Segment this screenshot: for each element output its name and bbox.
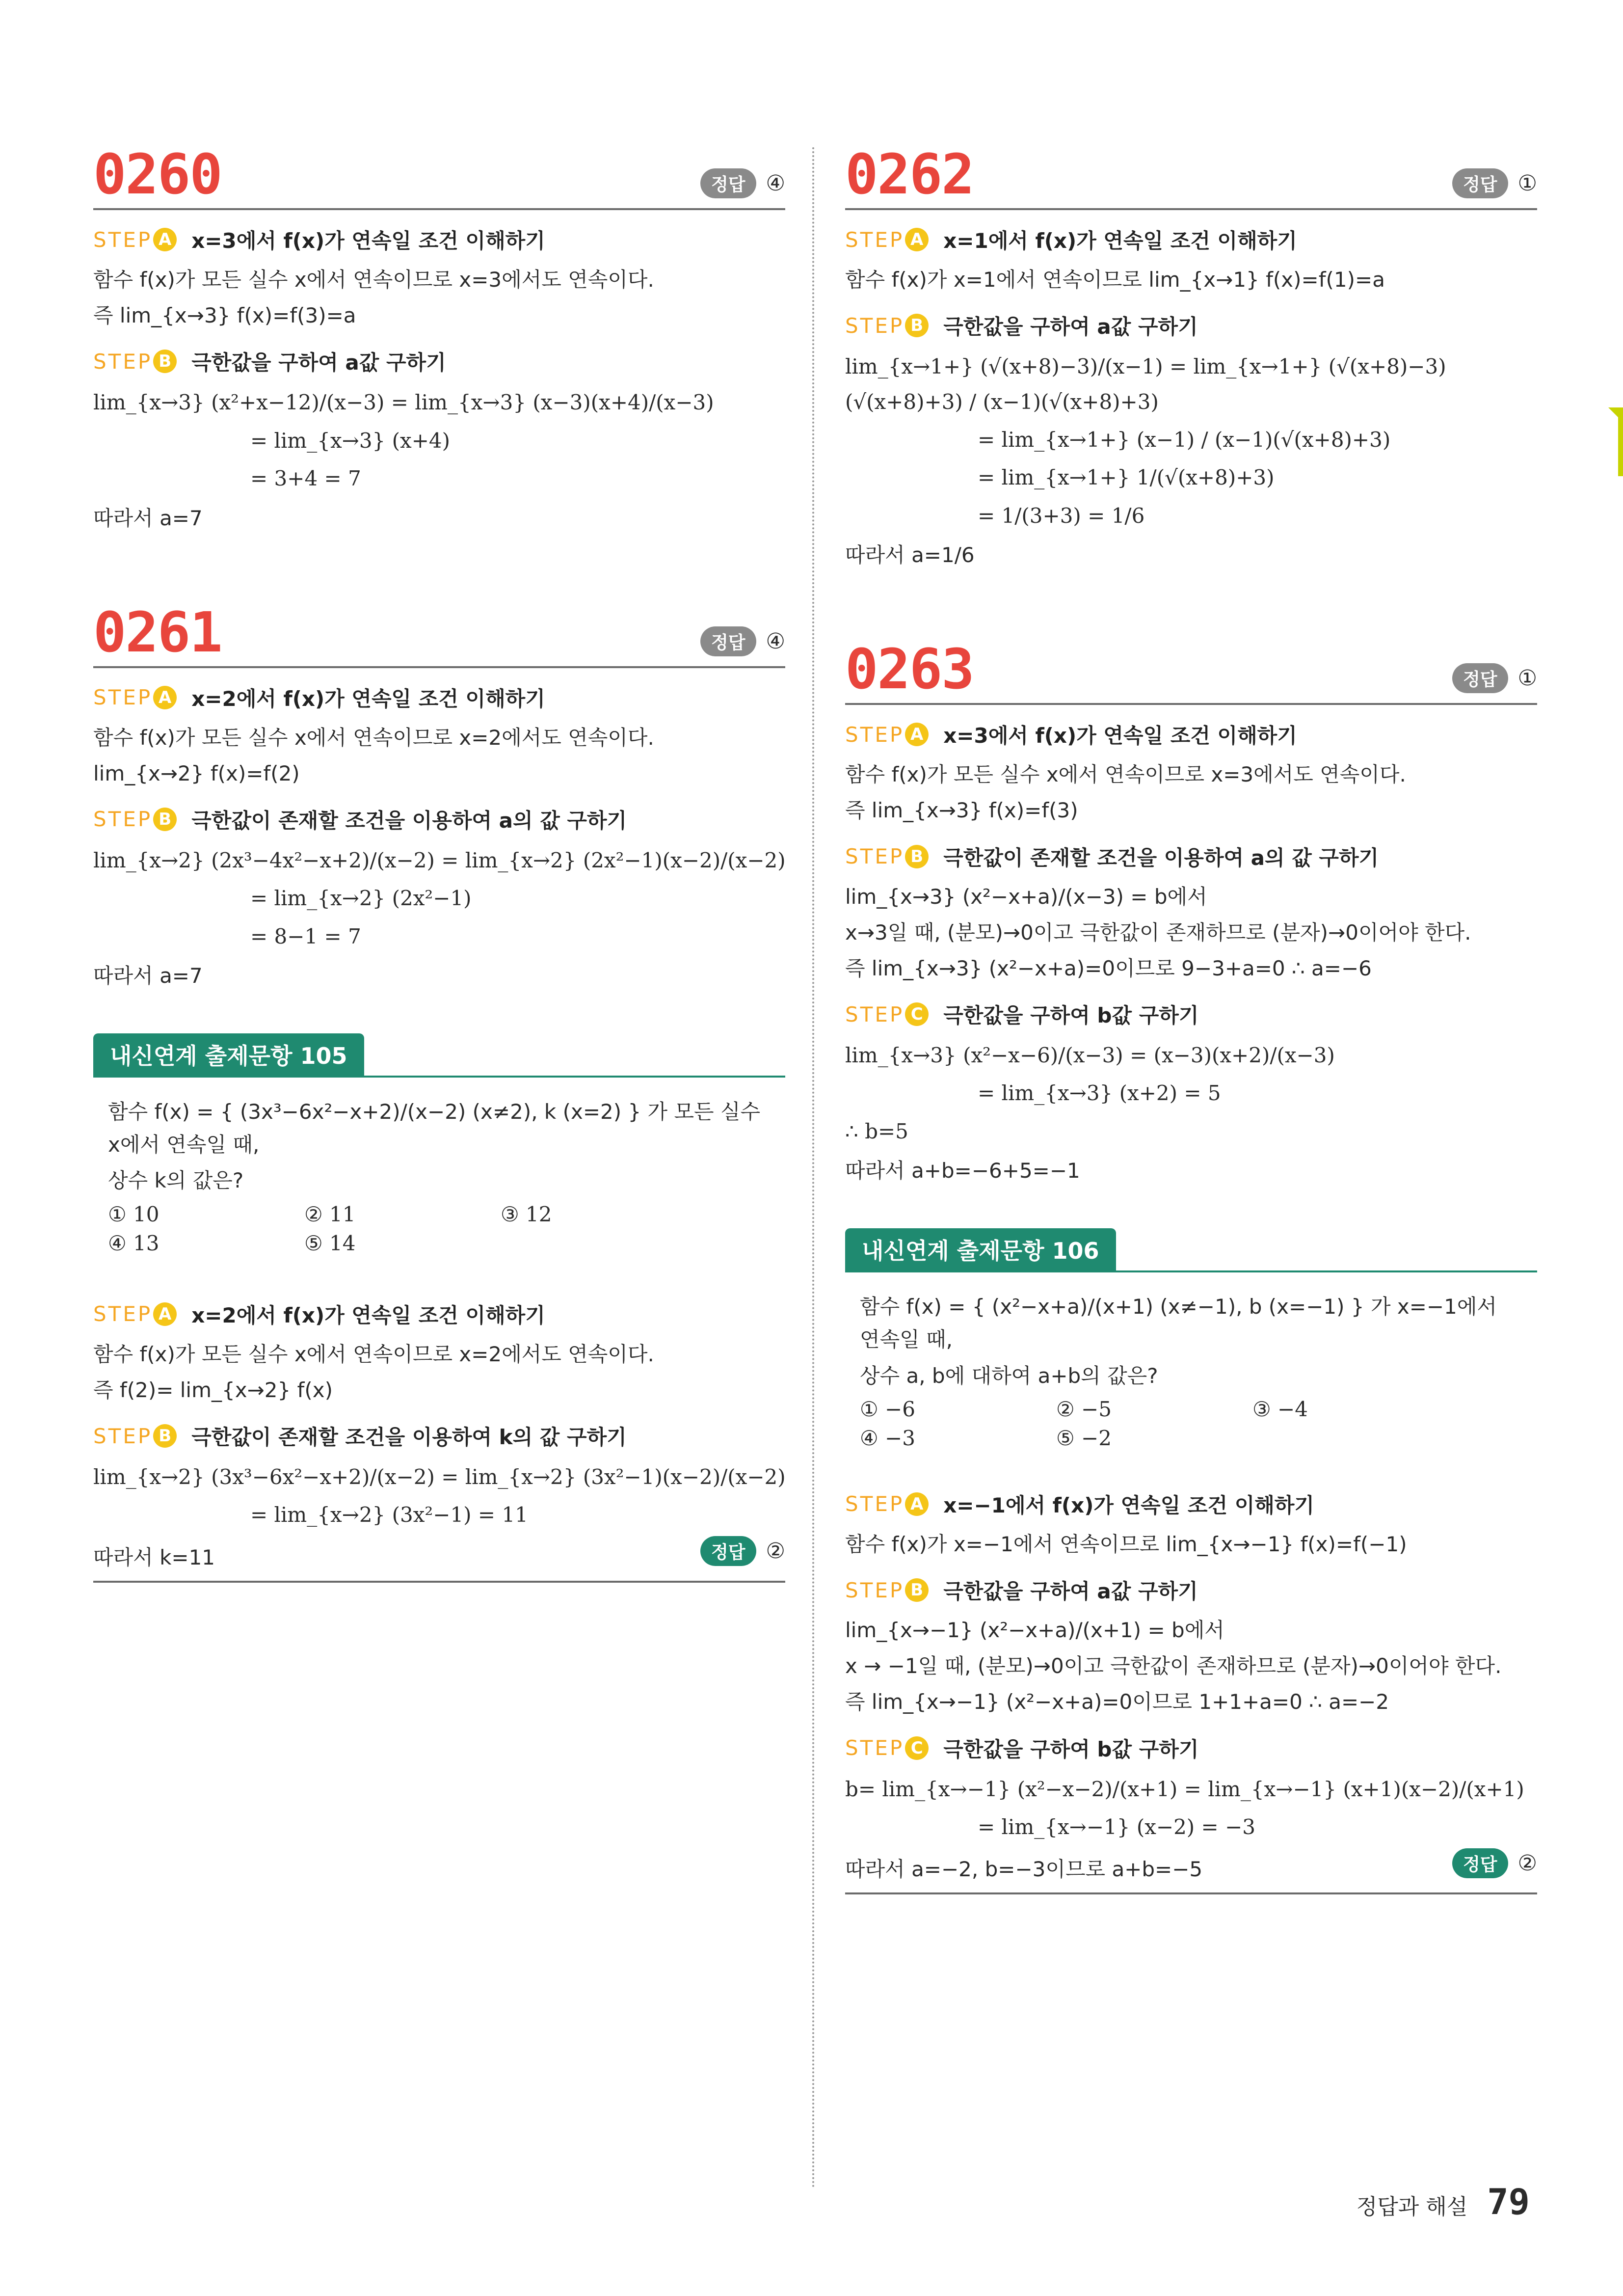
- text-line: 함수 f(x)가 x=1에서 연속이므로 lim_{x→1} f(x)=f(1)=a: [845, 268, 1385, 292]
- step-letter-icon: B: [905, 314, 929, 337]
- answer-badge: 정답: [1452, 168, 1508, 198]
- choice[interactable]: ④ −3: [860, 1426, 915, 1450]
- naesin-header: [93, 1033, 785, 1078]
- math-line: = lim_{x→−1} (x−2) = −3: [978, 1814, 1255, 1839]
- step-letter-icon: A: [153, 228, 177, 251]
- step-word: STEP: [845, 313, 905, 338]
- step-title: 극한값이 존재할 조건을 이용하여 a의 값 구하기: [943, 845, 1379, 870]
- step-title: 극한값을 구하여 b값 구하기: [943, 1737, 1199, 1761]
- final-answer-line: 따라서 a=−2, b=−3이므로 a+b=−5: [845, 1857, 1203, 1882]
- problem-header: [93, 143, 785, 210]
- section-end-rule: [93, 1581, 785, 1583]
- step-b: [93, 347, 785, 376]
- choice[interactable]: ③ −4: [1252, 1397, 1308, 1421]
- step-word: STEP: [845, 722, 905, 747]
- step-letter-icon: B: [905, 845, 929, 868]
- math-line: = 3+4 = 7: [250, 466, 361, 491]
- question-stem: 함수 f(x) = { (3x³−6x²−x+2)/(x−2) (x≠2), k (x=2) } 가 모든 실수 x에서 연속일 때,: [108, 1100, 761, 1157]
- step-c: [845, 1733, 1537, 1763]
- naesin-105: [93, 1033, 785, 1583]
- step-b: [845, 1575, 1537, 1605]
- answer: [1452, 663, 1537, 693]
- step-b: [845, 842, 1537, 871]
- math-line: = lim_{x→1+} (x−1) / (x−1)(√(x+8)+3): [978, 427, 1391, 452]
- section-end-rule: [845, 1892, 1537, 1894]
- step-title: x=2에서 f(x)가 연속일 조건 이해하기: [191, 1303, 545, 1327]
- problem-number: 0261: [93, 600, 222, 665]
- final-answer-line: 따라서 a+b=−6+5=−1: [845, 1159, 1080, 1183]
- step-letter-icon: B: [905, 1578, 929, 1602]
- problem-0260: [93, 143, 785, 532]
- step-title: x=3에서 f(x)가 연속일 조건 이해하기: [943, 724, 1297, 748]
- naesin-106: [845, 1228, 1537, 1894]
- step-title: x=1에서 f(x)가 연속일 조건 이해하기: [943, 229, 1297, 253]
- step-word: STEP: [93, 227, 153, 252]
- choices: [860, 1397, 1522, 1450]
- choice[interactable]: ④ 13: [108, 1231, 160, 1255]
- answer: [700, 626, 785, 656]
- text-line: 즉 lim_{x→−1} (x²−x+a)=0이므로 1+1+a=0 ∴ a=−2: [845, 1690, 1389, 1714]
- text-line: 즉 lim_{x→3} f(x)=f(3)=a: [93, 303, 356, 328]
- step-word: STEP: [93, 1302, 153, 1326]
- step-letter-icon: A: [153, 1302, 177, 1326]
- final-row: [845, 1847, 1537, 1883]
- step-word: STEP: [845, 1492, 905, 1516]
- answer: [1452, 1848, 1537, 1878]
- answer-badge: 정답: [700, 168, 756, 198]
- answer-badge: 정답: [1452, 663, 1508, 693]
- naesin-question: [93, 1078, 785, 1260]
- math-line: = 8−1 = 7: [250, 924, 361, 948]
- answer-value: ①: [1517, 171, 1537, 196]
- step-a: [845, 720, 1537, 749]
- final-row: [93, 1536, 785, 1571]
- problem-number: 0263: [845, 638, 974, 702]
- step-a: [93, 683, 785, 712]
- text-line: lim_{x→3} (x²−x+a)/(x−3) = b에서: [845, 884, 1207, 909]
- answer: [1452, 168, 1537, 198]
- choice[interactable]: ① −6: [860, 1397, 915, 1421]
- final-answer-line: 따라서 a=7: [93, 506, 203, 530]
- step-a: [93, 225, 785, 254]
- step-word: STEP: [845, 844, 905, 869]
- step-b: [93, 1421, 785, 1451]
- naesin-tag: 내신연계 출제문항 106: [845, 1228, 1116, 1270]
- text-line: 함수 f(x)가 모든 실수 x에서 연속이므로 x=3에서도 연속이다.: [93, 268, 654, 292]
- math-line: = lim_{x→2} (2x²−1): [250, 886, 472, 911]
- final-answer-line: 따라서 a=1/6: [845, 543, 975, 567]
- step-word: STEP: [845, 227, 905, 252]
- answer-value: ①: [1517, 666, 1537, 691]
- step-word: STEP: [93, 807, 153, 832]
- step-word: STEP: [93, 349, 153, 374]
- step-word: STEP: [93, 1424, 153, 1448]
- problem-0261: [93, 600, 786, 990]
- answer-value: ④: [766, 171, 785, 196]
- math-line: ∴ b=5: [845, 1119, 908, 1143]
- step-letter-icon: B: [153, 350, 177, 373]
- step-title: 극한값을 구하여 a값 구하기: [943, 1579, 1198, 1603]
- step-title: 극한값을 구하여 a값 구하기: [943, 315, 1198, 339]
- problem-0263: [845, 638, 1537, 1184]
- step-word: STEP: [93, 685, 153, 710]
- step-letter-icon: C: [905, 1002, 929, 1026]
- math-line: = lim_{x→1+} 1/(√(x+8)+3): [978, 465, 1275, 490]
- choice[interactable]: ③ 12: [501, 1202, 552, 1226]
- final-answer-line: 따라서 a=7: [93, 964, 203, 988]
- answer-value: ②: [766, 1539, 785, 1564]
- step-letter-icon: A: [905, 723, 929, 746]
- footer-label: 정답과 해설: [1356, 2194, 1468, 2219]
- text-line: x → −1일 때, (분모)→0이고 극한값이 존재하므로 (분자)→0이어야 한다.: [845, 1654, 1502, 1678]
- step-a: [93, 1299, 785, 1329]
- step-word: STEP: [845, 1578, 905, 1602]
- math-line: lim_{x→2} (3x³−6x²−x+2)/(x−2) = lim_{x→2} (3x²−1)(x−2)/(x−2): [93, 1465, 786, 1489]
- answer-value: ④: [766, 628, 785, 654]
- right-column: [845, 143, 1537, 1894]
- math-line: lim_{x→1+} (√(x+8)−3)/(x−1) = lim_{x→1+} (√(x+8)−3)(√(x+8)+3) / (x−1)(√(x+8)+3): [845, 354, 1446, 414]
- answer-badge: 정답: [700, 1536, 756, 1566]
- step-b: [93, 805, 785, 834]
- step-b: [845, 311, 1537, 340]
- naesin-question: [845, 1272, 1537, 1455]
- answer: [700, 1536, 785, 1566]
- naesin-tag: 내신연계 출제문항 105: [93, 1033, 364, 1076]
- math-line: lim_{x→3} (x²−x−6)/(x−3) = (x−3)(x+2)/(x−3): [845, 1043, 1335, 1068]
- step-title: 극한값이 존재할 조건을 이용하여 k의 값 구하기: [191, 1425, 627, 1450]
- choice[interactable]: ① 10: [108, 1202, 160, 1226]
- page-number: 79: [1487, 2181, 1530, 2222]
- problem-number: 0260: [93, 143, 222, 207]
- text-line: lim_{x→2} f(x)=f(2): [93, 761, 300, 785]
- step-title: x=−1에서 f(x)가 연속일 조건 이해하기: [943, 1493, 1314, 1517]
- step-letter-icon: B: [153, 808, 177, 831]
- math-line: lim_{x→2} (2x³−4x²−x+2)/(x−2) = lim_{x→2} (2x²−1)(x−2)/(x−2): [93, 848, 786, 872]
- text-line: 함수 f(x)가 모든 실수 x에서 연속이므로 x=2에서도 연속이다.: [93, 725, 654, 750]
- choices: [108, 1202, 771, 1255]
- step-title: 극한값이 존재할 조건을 이용하여 a의 값 구하기: [191, 808, 627, 833]
- answer: [700, 168, 785, 198]
- text-line: 즉 lim_{x→3} (x²−x+a)=0이므로 9−3+a=0 ∴ a=−6: [845, 956, 1372, 980]
- math-line: = lim_{x→3} (x+2) = 5: [978, 1081, 1221, 1106]
- text-line: lim_{x→−1} (x²−x+a)/(x+1) = b에서: [845, 1618, 1224, 1642]
- side-tab-marker: [1618, 407, 1623, 476]
- choice[interactable]: ② 11: [304, 1202, 356, 1226]
- step-title: 극한값을 구하여 a값 구하기: [191, 351, 446, 375]
- text-line: 즉 f(2)= lim_{x→2} f(x): [93, 1378, 333, 1402]
- math-line: = 1/(3+3) = 1/6: [978, 503, 1145, 528]
- answer-badge: 정답: [1452, 1848, 1508, 1878]
- step-title: x=3에서 f(x)가 연속일 조건 이해하기: [191, 229, 545, 253]
- text-line: 함수 f(x)가 모든 실수 x에서 연속이므로 x=2에서도 연속이다.: [93, 1342, 654, 1366]
- step-letter-icon: A: [905, 1492, 929, 1516]
- text-line: x→3일 때, (분모)→0이고 극한값이 존재하므로 (분자)→0이어야 한다.: [845, 920, 1471, 945]
- math-line: = lim_{x→3} (x+4): [250, 428, 450, 453]
- step-c: [845, 999, 1537, 1029]
- problem-number: 0262: [845, 143, 974, 207]
- answer-value: ②: [1517, 1850, 1537, 1876]
- step-letter-icon: A: [905, 228, 929, 251]
- step-title: 극한값을 구하여 b값 구하기: [943, 1003, 1199, 1028]
- step-word: STEP: [845, 1736, 905, 1760]
- step-a: [845, 1489, 1537, 1519]
- step-letter-icon: A: [153, 686, 177, 709]
- step-a: [845, 225, 1537, 254]
- question-stem: 함수 f(x) = { (x²−x+a)/(x+1) (x≠−1), b (x=−1) } 가 x=−1에서 연속일 때,: [860, 1295, 1497, 1352]
- column-divider: [812, 147, 814, 2189]
- text-line: 함수 f(x)가 x=−1에서 연속이므로 lim_{x→−1} f(x)=f(−1): [845, 1532, 1407, 1556]
- choice[interactable]: ⑤ −2: [1056, 1426, 1112, 1450]
- math-line: b= lim_{x→−1} (x²−x−2)/(x+1) = lim_{x→−1} (x+1)(x−2)/(x+1): [845, 1777, 1524, 1801]
- math-line: lim_{x→3} (x²+x−12)/(x−3) = lim_{x→3} (x−3)(x+4)/(x−3): [93, 390, 714, 415]
- choice[interactable]: ⑤ 14: [304, 1231, 356, 1255]
- question-text: 상수 k의 값은?: [108, 1168, 244, 1193]
- step-word: STEP: [845, 1002, 905, 1026]
- problem-0262: [845, 143, 1537, 568]
- question-text: 상수 a, b에 대하여 a+b의 값은?: [860, 1363, 1158, 1388]
- choice[interactable]: ② −5: [1056, 1397, 1112, 1421]
- naesin-header: [845, 1228, 1537, 1272]
- text-line: 즉 lim_{x→3} f(x)=f(3): [845, 798, 1078, 823]
- step-letter-icon: B: [153, 1424, 177, 1448]
- text-line: 함수 f(x)가 모든 실수 x에서 연속이므로 x=3에서도 연속이다.: [845, 762, 1406, 787]
- problem-header: [845, 638, 1537, 705]
- step-letter-icon: C: [905, 1736, 929, 1760]
- problem-header: [845, 143, 1537, 210]
- page-footer: [1357, 2181, 1530, 2222]
- left-column: [93, 143, 786, 1583]
- math-line: = lim_{x→2} (3x²−1) = 11: [250, 1503, 528, 1527]
- final-answer-line: 따라서 k=11: [93, 1545, 215, 1569]
- answer-badge: 정답: [700, 626, 756, 656]
- problem-header: [93, 600, 785, 668]
- step-title: x=2에서 f(x)가 연속일 조건 이해하기: [191, 686, 545, 711]
